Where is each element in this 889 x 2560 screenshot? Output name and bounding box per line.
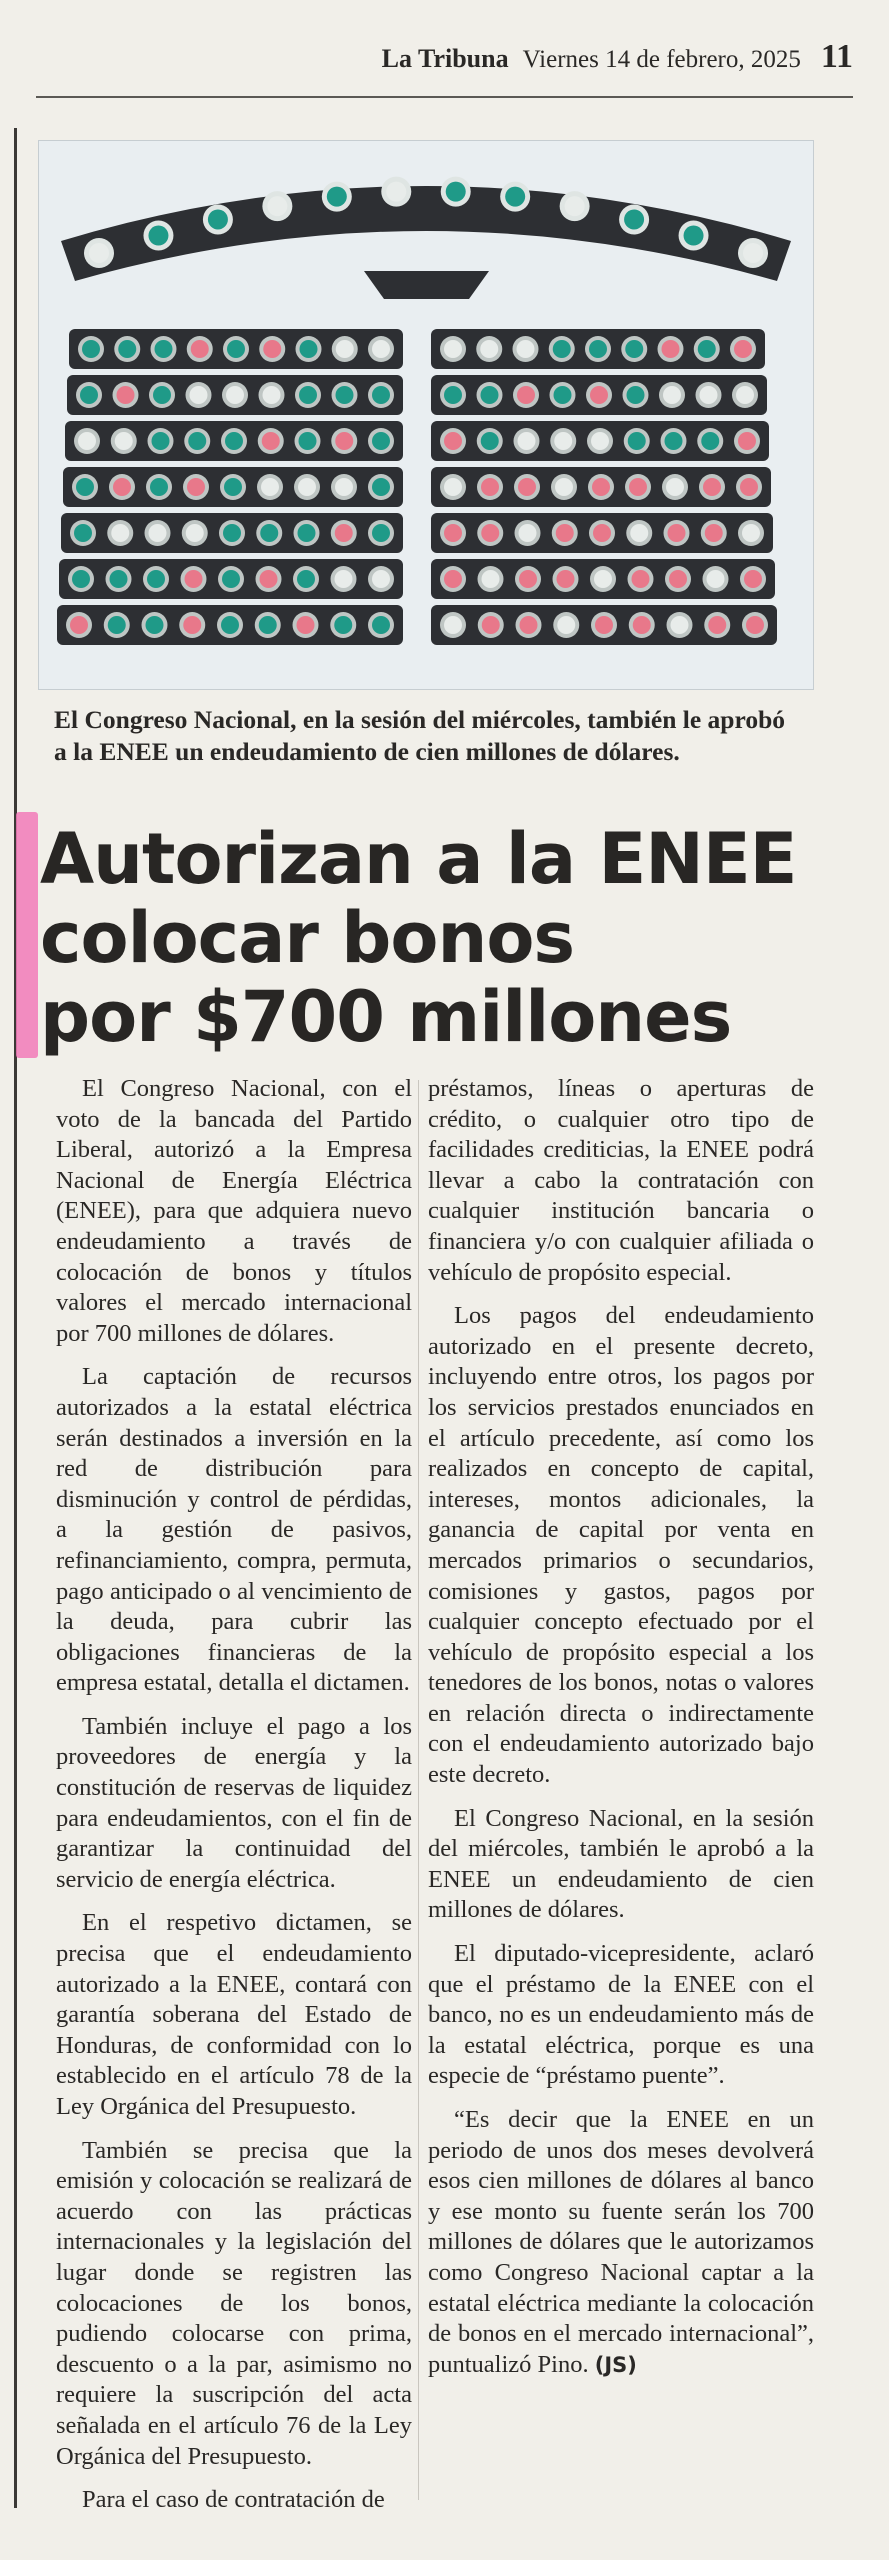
seat-light xyxy=(701,432,719,450)
seat-light xyxy=(334,616,352,634)
headline-line-2: colocar bonos xyxy=(40,897,575,979)
seat-light xyxy=(190,386,208,404)
seat-light xyxy=(481,386,499,404)
article-paragraph: En el respetivo dictamen, se precisa que el endeudamiento autorizado a la ENEE, contará con garantía soberana del Estado de Honduras, de conformidad con lo establecido en el artículo 78 de la Ley Orgánica del Presupuesto. xyxy=(56,1909,412,2120)
seat-light xyxy=(221,616,239,634)
seat-light xyxy=(372,340,390,358)
seat-light xyxy=(82,340,100,358)
seat-light xyxy=(557,616,575,634)
seat-light xyxy=(705,524,723,542)
seat-light xyxy=(444,616,462,634)
congress-voting-board-photo xyxy=(38,140,814,690)
seat-light xyxy=(113,478,131,496)
seat-light xyxy=(186,524,204,542)
article-paragraph: El Congreso Nacional, en la sesión del miércoles, también le aprobó a la ENEE un endeudamiento de cien millones de dólares. xyxy=(428,1804,814,1924)
top-light xyxy=(148,226,168,246)
seat-light xyxy=(518,432,536,450)
seat-light xyxy=(746,616,764,634)
top-light xyxy=(743,243,763,263)
seat-light xyxy=(589,340,607,358)
seat-light xyxy=(191,340,209,358)
seat-light xyxy=(744,570,762,588)
article-column-right xyxy=(428,1074,814,2393)
seat-light xyxy=(740,478,758,496)
seat-light xyxy=(628,432,646,450)
column-border xyxy=(14,128,17,2508)
seat-light xyxy=(259,616,277,634)
seat-light xyxy=(633,616,651,634)
seat-light xyxy=(260,524,278,542)
seat-light xyxy=(297,570,315,588)
seat-light xyxy=(335,478,353,496)
seat-light xyxy=(224,478,242,496)
seat-light xyxy=(183,616,201,634)
seat-light xyxy=(629,478,647,496)
seat-light xyxy=(742,524,760,542)
seat-light xyxy=(225,432,243,450)
article-paragraph: El diputado-vicepresidente, aclaró que el préstamo de la ENEE con el banco, no es un endeudamiento más de la estatal eléctrica, porque es una especie de “préstamo puente”. xyxy=(428,1940,814,2090)
seat-light xyxy=(187,478,205,496)
seat-light xyxy=(78,432,96,450)
page-header xyxy=(36,38,853,86)
author-initials: (JS) xyxy=(594,2352,637,2377)
top-light xyxy=(505,187,525,207)
photo-caption: El Congreso Nacional, en la sesión del miércoles, también le aprobó a la ENEE un endeudamiento de cien millones de dólares. xyxy=(54,705,785,766)
highlighter-mark xyxy=(16,812,38,1058)
seat-light xyxy=(336,386,354,404)
seat-light xyxy=(152,432,170,450)
seat-light xyxy=(444,478,462,496)
seat-light xyxy=(632,570,650,588)
seat-light xyxy=(480,340,498,358)
seat-light xyxy=(517,340,535,358)
article-paragraph: Para el caso de contratación de xyxy=(82,2486,385,2514)
seat-light xyxy=(668,524,686,542)
seat-light xyxy=(520,616,538,634)
seat-light xyxy=(118,340,136,358)
top-light xyxy=(684,226,704,246)
top-light xyxy=(565,196,585,216)
top-light xyxy=(386,182,406,202)
seat-light xyxy=(76,478,94,496)
seat-light xyxy=(671,616,689,634)
article-paragraph: También incluye el pago a los proveedores de energía y la constitución de reservas de liquidez para endeudamientos, con el fin de garantizar la continuidad del servicio de energía eléctrica. xyxy=(56,1712,412,1893)
seat-light xyxy=(335,432,353,450)
final-paragraph-text: “Es decir que la ENEE en un periodo de unos dos meses devolverá esos cien millones de dólares al banco y ese monto su fuente serán los 700 millones de dólares que le autorizamos como Congreso Nacional captar a la estatal eléctrica mediante la colocación de bonos en el mercado internacional”, puntualizó Pino. xyxy=(428,2106,814,2378)
seat-light xyxy=(595,616,613,634)
seat-light xyxy=(662,340,680,358)
seat-light xyxy=(146,616,164,634)
seat-light xyxy=(335,570,353,588)
article-paragraph: El Congreso Nacional, con el voto de la bancada del Partido Liberal, autorizó a la Empresa Nacional de Energía Eléctrica (ENEE), para que adquiera nuevo endeudamiento a través de colocación de bonos y títulos valores el mercado internacional por 700 millones de dólares. xyxy=(56,1075,412,1347)
seat-light xyxy=(590,386,608,404)
voting-board-illustration xyxy=(39,141,813,689)
seat-light xyxy=(519,570,537,588)
headline xyxy=(40,820,820,1057)
article-column-left xyxy=(56,1074,412,2529)
seat-light xyxy=(666,478,684,496)
seat-light xyxy=(481,432,499,450)
seat-light xyxy=(518,478,536,496)
seat-light xyxy=(263,386,281,404)
seat-light xyxy=(298,478,316,496)
seat-light xyxy=(557,570,575,588)
seat-light xyxy=(444,340,462,358)
seat-light xyxy=(734,340,752,358)
seat-light xyxy=(707,570,725,588)
seat-light xyxy=(630,524,648,542)
seat-light xyxy=(591,432,609,450)
article-paragraph: Los pagos del endeudamiento autorizado en el presente decreto, incluyendo entre otros, los pagos por los servicios prestados enunciados en el artículo precedente, así como los realizados en concepto de capital, intereses, montos adicionales, la ganancia de capital por venta en mercados primarios o secundarios, comisiones y gastos, pagos por cualquier concepto efectuado por el vehículo de propósito especial a los tenedores de los bonos, notas o valores en relación directa o indirectamente con el endeudamiento autorizado bajo este decreto. xyxy=(428,1302,814,1789)
seat-light xyxy=(70,616,88,634)
seat-light xyxy=(115,432,133,450)
seat-light xyxy=(262,432,280,450)
seat-light xyxy=(372,524,390,542)
seat-light xyxy=(227,340,245,358)
headline-line-3: por $700 millones xyxy=(40,976,732,1058)
seat-light xyxy=(372,478,390,496)
seat-light xyxy=(556,524,574,542)
seat-light xyxy=(554,386,572,404)
seat-light xyxy=(738,432,756,450)
seat-light xyxy=(155,340,173,358)
seat-light xyxy=(108,616,126,634)
seat-light xyxy=(72,570,90,588)
seat-light xyxy=(669,570,687,588)
seat-light xyxy=(481,478,499,496)
seat-light xyxy=(625,340,643,358)
newspaper-name: La Tribuna xyxy=(381,44,509,73)
seat-light xyxy=(223,524,241,542)
top-light xyxy=(208,209,228,229)
seat-light xyxy=(703,478,721,496)
seat-light xyxy=(300,340,318,358)
seat-light xyxy=(299,432,317,450)
seat-light xyxy=(482,570,500,588)
seat-light xyxy=(372,432,390,450)
seat-light xyxy=(698,340,716,358)
seat-light xyxy=(372,386,390,404)
publication-date: Viernes 14 de febrero, 2025 xyxy=(522,46,801,73)
seat-light xyxy=(444,432,462,450)
seat-light xyxy=(149,524,167,542)
seat-light xyxy=(110,570,128,588)
seat-light xyxy=(736,386,754,404)
header-rule xyxy=(36,96,853,98)
seat-light xyxy=(299,386,317,404)
column-divider xyxy=(418,1080,419,2500)
seat-light xyxy=(111,524,129,542)
seat-light xyxy=(444,386,462,404)
article-paragraph: También se precisa que la emisión y colocación se realizará de acuerdo con las prácticas internacionales y la legislación del lugar donde se registren las colocaciones de los bonos, pudiendo colocarse con prima, descuento o a la par, asimismo no requiere la suscripción del acta señalada en el artículo 76 de la Ley Orgánica del Presupuesto. xyxy=(56,2136,412,2470)
top-light xyxy=(624,209,644,229)
seat-light xyxy=(555,478,573,496)
seat-light xyxy=(592,478,610,496)
seat-light xyxy=(185,570,203,588)
seat-light xyxy=(297,616,315,634)
seat-light xyxy=(708,616,726,634)
seat-light xyxy=(554,432,572,450)
seat-light xyxy=(663,386,681,404)
top-light xyxy=(446,182,466,202)
top-light xyxy=(89,243,109,263)
seat-light xyxy=(226,386,244,404)
seat-light xyxy=(261,478,279,496)
page-number: 11 xyxy=(820,38,853,75)
seat-light xyxy=(335,524,353,542)
article-paragraph-final xyxy=(428,2105,814,2380)
center-indicator xyxy=(364,271,489,299)
seat-light xyxy=(519,524,537,542)
seat-light xyxy=(593,524,611,542)
seat-light xyxy=(298,524,316,542)
seat-light xyxy=(80,386,98,404)
article-paragraph: La captación de recursos autorizados a la estatal eléctrica serán destinados a inversión en la red de distribución para disminución y control de pérdidas, a la gestión de pasivos, refinanciamiento, compra, permuta, pago anticipado o al vencimiento de la deuda, para cubrir las obligaciones financieras de la empresa estatal, detalla el dictamen. xyxy=(56,1363,412,1697)
seat-light xyxy=(517,386,535,404)
seat-light xyxy=(553,340,571,358)
seat-light xyxy=(117,386,135,404)
seat-light xyxy=(444,570,462,588)
seat-light xyxy=(222,570,240,588)
seat-light xyxy=(260,570,278,588)
seat-light xyxy=(594,570,612,588)
headline-line-1: Autorizan a la ENEE xyxy=(40,818,797,900)
seat-light xyxy=(150,478,168,496)
top-light xyxy=(327,187,347,207)
top-light xyxy=(267,196,287,216)
seat-light xyxy=(665,432,683,450)
seat-light xyxy=(372,570,390,588)
seat-light xyxy=(336,340,354,358)
seat-light xyxy=(481,524,499,542)
seat-light xyxy=(153,386,171,404)
seat-light xyxy=(147,570,165,588)
seat-light xyxy=(74,524,92,542)
seat-light xyxy=(188,432,206,450)
seat-light xyxy=(444,524,462,542)
seat-light xyxy=(627,386,645,404)
seat-light xyxy=(482,616,500,634)
seat-light xyxy=(700,386,718,404)
seat-light xyxy=(263,340,281,358)
article-paragraph-continued: préstamos, líneas o aperturas de crédito, o cualquier otro tipo de facilidades crediticias, la ENEE podrá llevar a cabo la contratación con cualquier institución bancaria o financiera y/o con cualquier afiliada o vehículo de propósito especial. xyxy=(428,1075,814,1286)
seat-light xyxy=(372,616,390,634)
